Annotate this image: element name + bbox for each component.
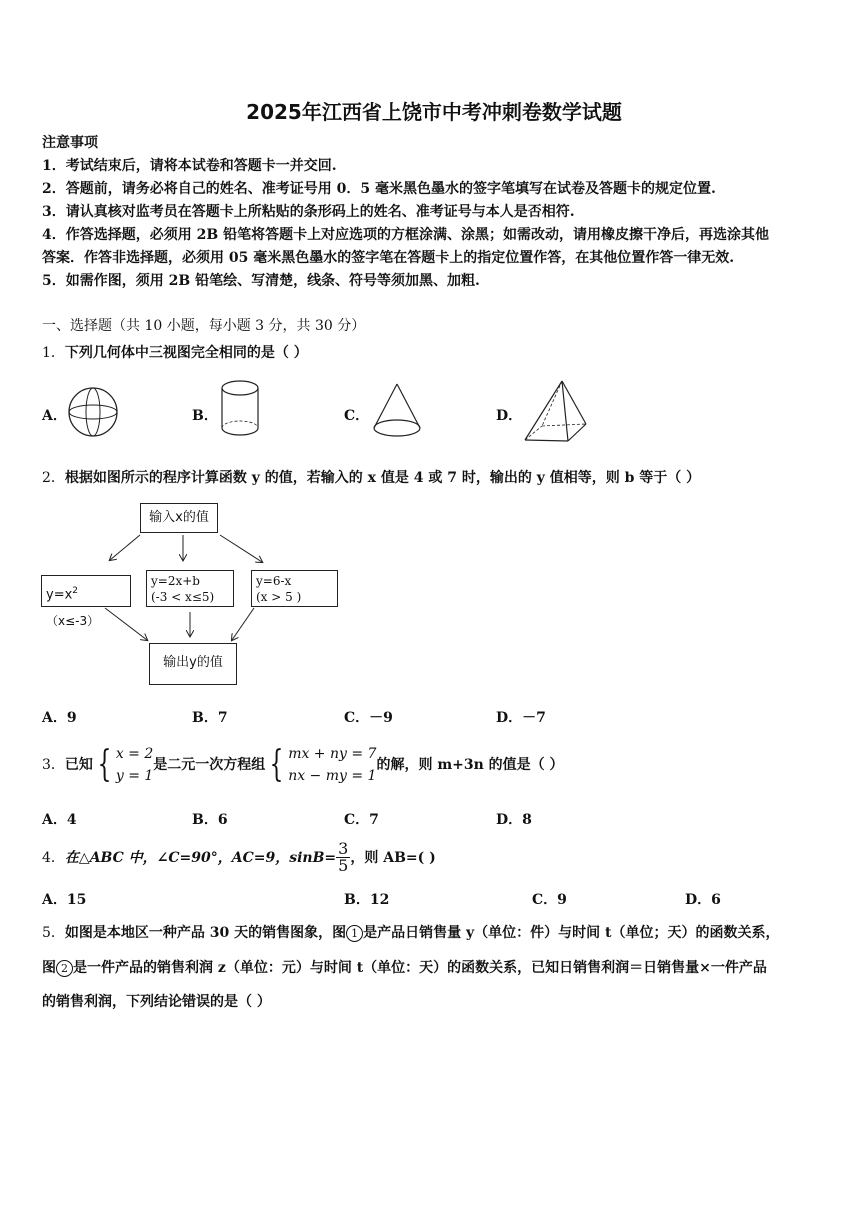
brace-icon: {	[269, 743, 284, 785]
fraction-numerator: 3	[338, 839, 349, 858]
option-c: C．	[344, 408, 370, 424]
flow-box-1-exponent: 2	[72, 586, 79, 596]
flow-box-1-formula: y=x	[46, 587, 73, 603]
option-a: A．4	[42, 812, 77, 828]
circled-number: 1	[346, 925, 363, 942]
fraction	[336, 841, 350, 874]
notice-item: 4．作答选择题，必须用 2B 铅笔将答题卡上对应选项的方框涂满、涂黑；如需改动，请用橡皮擦干净后，再选涂其他	[42, 227, 770, 243]
question-5-line-2	[42, 957, 767, 977]
flow-box-2	[146, 570, 234, 607]
fraction-denominator: 5	[338, 856, 349, 875]
option-a: A．9	[42, 710, 77, 726]
question-text-post: 的解，则 m+3n 的值是（ ）	[376, 757, 564, 773]
notice-item: 2．答题前，请务必将自己的姓名、准考证号用 0．5 毫米黑色墨水的签字笔填写在试卷及答题卡的规定位置.	[42, 181, 716, 197]
notice-heading: 注意事项	[42, 135, 98, 151]
option-d: D．8	[496, 812, 532, 828]
brace-icon: {	[97, 743, 112, 785]
option-a: A．15	[42, 892, 87, 908]
option-c: C．9	[532, 892, 567, 908]
flow-input-box: 输入x的值	[140, 503, 218, 533]
question-number: 4．	[42, 850, 65, 866]
flow-box-2-formula: y=2x+b	[151, 574, 200, 588]
equation: nx − my = 1	[288, 767, 377, 784]
option-c: C．7	[344, 812, 379, 828]
equation: y = 1	[115, 767, 154, 784]
sphere-icon	[66, 385, 120, 439]
question-text: 是一件产品的销售利润 z（单位：元）与时间 t（单位：天）的函数关系，已知日销售利润＝日销售量×一件产品	[73, 960, 767, 976]
flow-box-3-condition: (x > 5 )	[256, 590, 302, 604]
pyramid-icon	[520, 378, 592, 446]
section-heading: 一、选择题（共 10 小题，每小题 3 分，共 30 分）	[42, 318, 366, 334]
question-text: 图	[42, 960, 56, 976]
notice-item: 答案．作答非选择题，必须用 05 毫米黑色墨水的签字笔在答题卡上的指定位置作答，在其他位置作答一律无效.	[42, 250, 735, 266]
question-number: 2．	[42, 470, 65, 486]
flow-box-3-formula: y=6-x	[256, 574, 292, 588]
question-text: 是产品日销售量 y（单位：件）与时间 t（单位；天）的函数关系，	[363, 925, 780, 941]
option-b: B．	[192, 408, 218, 424]
question-4	[42, 837, 436, 877]
notice-item: 3．请认真核对监考员在答题卡上所粘贴的条形码上的姓名、准考证号与本人是否相符.	[42, 204, 575, 220]
option-b: B．6	[192, 812, 228, 828]
option-c: C．－9	[344, 710, 393, 726]
question-5-line-3: 的销售利润，下列结论错误的是（ ）	[42, 994, 271, 1010]
equation: mx + ny = 7	[288, 745, 377, 762]
circled-number: 2	[56, 960, 73, 977]
flow-output-box: 输出y的值	[149, 643, 237, 685]
question-text-pre: 在△ABC 中，∠C=90°，AC=9，sinB=	[64, 850, 337, 866]
cylinder-icon	[218, 378, 262, 440]
question-text: 下列几何体中三视图完全相同的是（ ）	[64, 345, 308, 361]
option-b: B．7	[192, 710, 228, 726]
question-text: 如图是本地区一种产品 30 天的销售图象，图	[64, 925, 347, 941]
equation: x = 2	[115, 745, 154, 762]
question-2	[42, 467, 700, 487]
option-b: B．12	[344, 892, 390, 908]
flow-box-1-condition: （x≤-3）	[46, 614, 100, 629]
option-d: D．	[496, 408, 523, 424]
question-number: 1．	[42, 345, 65, 361]
notice-item: 5．如需作图，须用 2B 铅笔绘、写清楚，线条、符号等须加黑、加粗.	[42, 273, 480, 289]
flow-box-3	[251, 570, 338, 607]
question-text: 根据如图所示的程序计算函数 y 的值，若输入的 x 值是 4 或 7 时，输出的 y 值相等，则 b 等于（ ）	[64, 470, 701, 486]
question-number: 3．	[42, 757, 65, 773]
question-1	[42, 342, 308, 362]
question-text-mid: 是二元一次方程组	[153, 757, 266, 773]
question-text-post: ，则 AB=( )	[350, 850, 436, 866]
option-d: D．－7	[496, 710, 546, 726]
option-a: A．	[42, 408, 67, 424]
option-d: D．6	[685, 892, 721, 908]
page-title: 2025年江西省上饶市中考冲刺卷数学试题	[246, 100, 622, 124]
cone-icon	[368, 380, 426, 442]
question-text-pre: 已知	[64, 757, 93, 773]
question-5-line-1	[42, 922, 780, 942]
question-number: 5．	[42, 925, 65, 941]
flow-box-2-condition: (-3 < x≤5)	[151, 590, 215, 604]
notice-item: 1．考试结束后，请将本试卷和答题卡一并交回.	[42, 158, 337, 174]
equation-system-1	[116, 743, 153, 787]
equation-system-2	[288, 743, 376, 787]
question-3	[42, 740, 564, 788]
